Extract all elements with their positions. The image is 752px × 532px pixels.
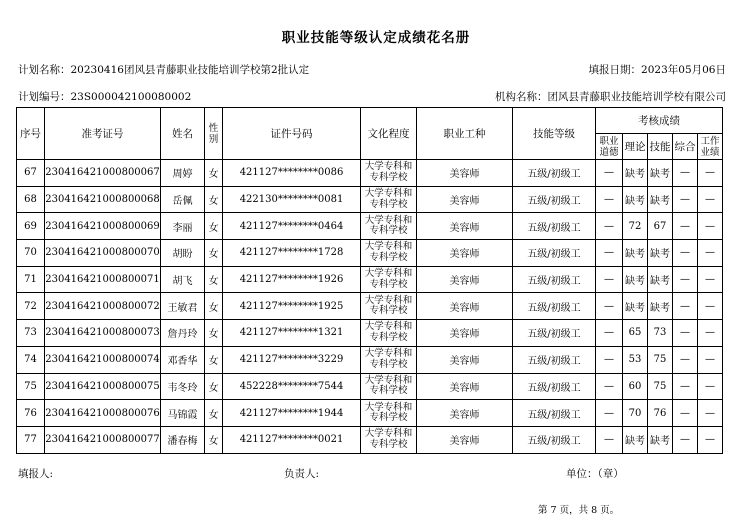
table-row <box>17 346 723 373</box>
table-row <box>17 373 723 400</box>
table-row <box>17 240 723 267</box>
cell-seq: 77 <box>17 426 45 453</box>
cell-gender: 女 <box>205 160 223 187</box>
cell-gender: 女 <box>205 373 223 400</box>
cell-job: 美容师 <box>417 266 513 293</box>
cell-exam-id: 230416421000800071 <box>45 266 161 293</box>
cell-id-no: 421127********1944 <box>223 400 361 427</box>
cell-exam-id: 230416421000800074 <box>45 346 161 373</box>
cell-level: 五级/初级工 <box>513 266 596 293</box>
cell-id-no: 421127********1321 <box>223 320 361 347</box>
cell-gender: 女 <box>205 213 223 240</box>
cell-name: 胡飞 <box>161 266 205 293</box>
cell-education: 大学专科和专科学校 <box>361 186 417 213</box>
cell-education: 大学专科和专科学校 <box>361 426 417 453</box>
cell-level: 五级/初级工 <box>513 293 596 320</box>
cell-theory: 72 <box>623 213 648 240</box>
cell-theory: 70 <box>623 400 648 427</box>
fill-date-value: 2023年05月06日 <box>641 64 726 76</box>
cell-ethics: — <box>596 213 623 240</box>
header-name: 姓名 <box>161 108 205 160</box>
table-row <box>17 186 723 213</box>
cell-overall: — <box>673 160 698 187</box>
header-level: 技能等级 <box>513 108 596 160</box>
cell-education: 大学专科和专科学校 <box>361 160 417 187</box>
cell-job: 美容师 <box>417 186 513 213</box>
fill-date-label: 填报日期： <box>588 64 642 76</box>
cell-gender: 女 <box>205 426 223 453</box>
cell-education: 大学专科和专科学校 <box>361 373 417 400</box>
cell-level: 五级/初级工 <box>513 400 596 427</box>
cell-skill: 75 <box>648 373 673 400</box>
plan-no-value: 23S000042100080002 <box>70 91 192 103</box>
header-overall: 综合 <box>673 134 698 160</box>
cell-name: 邓香华 <box>161 346 205 373</box>
cell-performance: — <box>698 213 723 240</box>
cell-skill: 缺考 <box>648 240 673 267</box>
cell-education: 大学专科和专科学校 <box>361 320 417 347</box>
cell-exam-id: 230416421000800072 <box>45 293 161 320</box>
cell-id-no: 452228********7544 <box>223 373 361 400</box>
cell-seq: 72 <box>17 293 45 320</box>
page-number: 第 7 页，共 8 页。 <box>538 505 620 516</box>
cell-seq: 67 <box>17 160 45 187</box>
cell-overall: — <box>673 426 698 453</box>
cell-ethics: — <box>596 400 623 427</box>
header-seq: 序号 <box>17 108 45 160</box>
cell-performance: — <box>698 186 723 213</box>
cell-theory: 缺考 <box>623 426 648 453</box>
header-gender: 性别 <box>205 108 223 160</box>
cell-seq: 73 <box>17 320 45 347</box>
cell-skill: 76 <box>648 400 673 427</box>
cell-ethics: — <box>596 186 623 213</box>
cell-exam-id: 230416421000800073 <box>45 320 161 347</box>
cell-exam-id: 230416421000800067 <box>45 160 161 187</box>
cell-seq: 71 <box>17 266 45 293</box>
cell-performance: — <box>698 320 723 347</box>
cell-education: 大学专科和专科学校 <box>361 346 417 373</box>
cell-skill: 67 <box>648 213 673 240</box>
cell-skill: 75 <box>648 346 673 373</box>
cell-job: 美容师 <box>417 346 513 373</box>
cell-skill: 缺考 <box>648 160 673 187</box>
header-id-no: 证件号码 <box>223 108 361 160</box>
plan-name <box>18 62 309 77</box>
cell-id-no: 421127********0021 <box>223 426 361 453</box>
cell-skill: 缺考 <box>648 293 673 320</box>
cell-gender: 女 <box>205 186 223 213</box>
header-theory: 理论 <box>623 134 648 160</box>
header-exam-id: 准考证号 <box>45 108 161 160</box>
cell-gender: 女 <box>205 266 223 293</box>
cell-id-no: 421127********0086 <box>223 160 361 187</box>
score-table <box>16 107 723 454</box>
header-scores: 考核成绩 <box>596 108 723 134</box>
cell-theory: 缺考 <box>623 293 648 320</box>
cell-ethics: — <box>596 346 623 373</box>
cell-name: 岳佩 <box>161 186 205 213</box>
cell-seq: 69 <box>17 213 45 240</box>
cell-overall: — <box>673 240 698 267</box>
org-name <box>495 89 726 104</box>
cell-education: 大学专科和专科学校 <box>361 266 417 293</box>
cell-performance: — <box>698 400 723 427</box>
cell-level: 五级/初级工 <box>513 426 596 453</box>
cell-overall: — <box>673 293 698 320</box>
cell-name: 潘春梅 <box>161 426 205 453</box>
header-ethics: 职业道德 <box>596 134 623 160</box>
cell-ethics: — <box>596 293 623 320</box>
cell-gender: 女 <box>205 240 223 267</box>
table-row <box>17 160 723 187</box>
cell-job: 美容师 <box>417 320 513 347</box>
cell-name: 周婷 <box>161 160 205 187</box>
cell-gender: 女 <box>205 346 223 373</box>
cell-performance: — <box>698 266 723 293</box>
cell-name: 韦冬玲 <box>161 373 205 400</box>
cell-skill: 73 <box>648 320 673 347</box>
table-row <box>17 400 723 427</box>
cell-id-no: 421127********1728 <box>223 240 361 267</box>
plan-name-label: 计划名称： <box>18 64 71 76</box>
cell-level: 五级/初级工 <box>513 240 596 267</box>
header-performance: 工作业绩 <box>698 134 723 160</box>
cell-overall: — <box>673 266 698 293</box>
cell-name: 詹丹玲 <box>161 320 205 347</box>
cell-theory: 缺考 <box>623 160 648 187</box>
header-skill: 技能 <box>648 134 673 160</box>
cell-id-no: 421127********3229 <box>223 346 361 373</box>
cell-performance: — <box>698 346 723 373</box>
cell-job: 美容师 <box>417 373 513 400</box>
cell-theory: 缺考 <box>623 186 648 213</box>
cell-education: 大学专科和专科学校 <box>361 240 417 267</box>
cell-performance: — <box>698 293 723 320</box>
cell-ethics: — <box>596 373 623 400</box>
cell-ethics: — <box>596 240 623 267</box>
cell-level: 五级/初级工 <box>513 373 596 400</box>
cell-exam-id: 230416421000800069 <box>45 213 161 240</box>
cell-id-no: 421127********1925 <box>223 293 361 320</box>
cell-exam-id: 230416421000800076 <box>45 400 161 427</box>
plan-no-label: 计划编号： <box>18 91 71 103</box>
table-row <box>17 320 723 347</box>
cell-skill: 缺考 <box>648 266 673 293</box>
cell-ethics: — <box>596 266 623 293</box>
plan-no <box>18 89 191 104</box>
table-row <box>17 266 723 293</box>
cell-overall: — <box>673 373 698 400</box>
cell-name: 李丽 <box>161 213 205 240</box>
cell-ethics: — <box>596 320 623 347</box>
cell-theory: 53 <box>623 346 648 373</box>
cell-level: 五级/初级工 <box>513 160 596 187</box>
table-row <box>17 426 723 453</box>
cell-job: 美容师 <box>417 160 513 187</box>
plan-name-value: 20230416团风县青藤职业技能培训学校第2批认定 <box>70 64 310 76</box>
cell-overall: — <box>673 346 698 373</box>
cell-job: 美容师 <box>417 240 513 267</box>
cell-theory: 60 <box>623 373 648 400</box>
cell-gender: 女 <box>205 293 223 320</box>
cell-ethics: — <box>596 426 623 453</box>
cell-education: 大学专科和专科学校 <box>361 213 417 240</box>
cell-name: 王敏君 <box>161 293 205 320</box>
cell-overall: — <box>673 320 698 347</box>
cell-level: 五级/初级工 <box>513 186 596 213</box>
cell-overall: — <box>673 213 698 240</box>
unit-seal-label: 单位：（章） <box>566 468 624 480</box>
cell-seq: 70 <box>17 240 45 267</box>
cell-job: 美容师 <box>417 426 513 453</box>
cell-id-no: 422130********0081 <box>223 186 361 213</box>
header-education: 文化程度 <box>361 108 417 160</box>
cell-education: 大学专科和专科学校 <box>361 400 417 427</box>
cell-skill: 缺考 <box>648 186 673 213</box>
cell-education: 大学专科和专科学校 <box>361 293 417 320</box>
table-row <box>17 293 723 320</box>
cell-performance: — <box>698 373 723 400</box>
cell-exam-id: 230416421000800070 <box>45 240 161 267</box>
page-title: 职业技能等级认定成绩花名册 <box>281 30 471 46</box>
cell-ethics: — <box>596 160 623 187</box>
cell-job: 美容师 <box>417 213 513 240</box>
cell-seq: 75 <box>17 373 45 400</box>
filler-label: 填报人: <box>18 468 54 480</box>
cell-exam-id: 230416421000800077 <box>45 426 161 453</box>
cell-performance: — <box>698 160 723 187</box>
cell-exam-id: 230416421000800075 <box>45 373 161 400</box>
responsible-label: 负责人: <box>284 468 320 480</box>
cell-level: 五级/初级工 <box>513 320 596 347</box>
cell-theory: 缺考 <box>623 240 648 267</box>
cell-exam-id: 230416421000800068 <box>45 186 161 213</box>
cell-name: 马锦霞 <box>161 400 205 427</box>
cell-gender: 女 <box>205 320 223 347</box>
cell-overall: — <box>673 186 698 213</box>
cell-skill: 缺考 <box>648 426 673 453</box>
cell-id-no: 421127********0464 <box>223 213 361 240</box>
cell-theory: 65 <box>623 320 648 347</box>
cell-gender: 女 <box>205 400 223 427</box>
cell-level: 五级/初级工 <box>513 346 596 373</box>
cell-performance: — <box>698 240 723 267</box>
table-row <box>17 213 723 240</box>
cell-level: 五级/初级工 <box>513 213 596 240</box>
org-name-label: 机构名称： <box>495 91 548 103</box>
cell-id-no: 421127********1926 <box>223 266 361 293</box>
cell-job: 美容师 <box>417 400 513 427</box>
fill-date <box>589 62 726 77</box>
cell-seq: 68 <box>17 186 45 213</box>
cell-seq: 74 <box>17 346 45 373</box>
cell-theory: 缺考 <box>623 266 648 293</box>
cell-name: 胡盼 <box>161 240 205 267</box>
cell-job: 美容师 <box>417 293 513 320</box>
header-job: 职业工种 <box>417 108 513 160</box>
cell-seq: 76 <box>17 400 45 427</box>
cell-performance: — <box>698 426 723 453</box>
cell-overall: — <box>673 400 698 427</box>
org-name-value: 团风县青藤职业技能培训学校有限公司 <box>547 91 726 103</box>
